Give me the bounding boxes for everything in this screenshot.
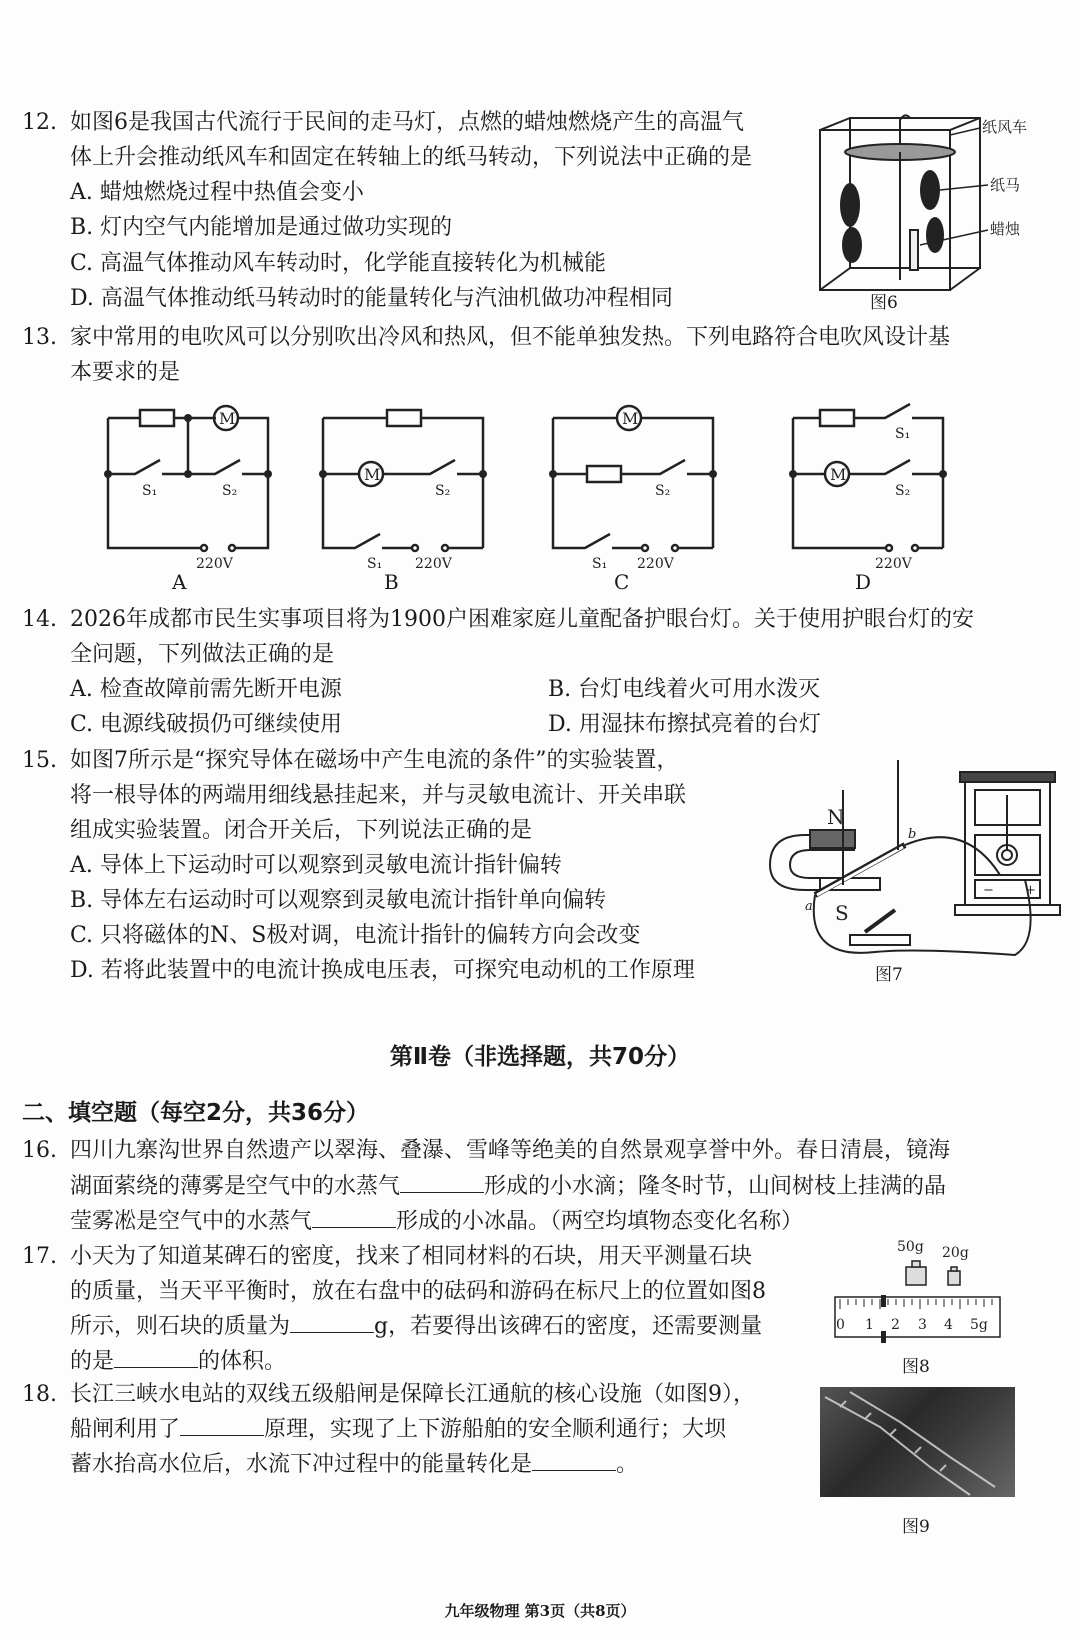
svg-text:S₂: S₂ (655, 483, 671, 499)
svg-text:S₂: S₂ (222, 483, 238, 499)
figure-caption: 图7 (875, 965, 903, 985)
option-c: C. 只将磁体的N、S极对调，电流计指针的偏转方向会改变 (70, 923, 641, 948)
circuit-a (100, 400, 280, 574)
svg-text:M: M (830, 465, 847, 484)
svg-text:S₁: S₁ (895, 426, 911, 442)
question-text: 的质量，当天平平衡时，放在右盘中的砝码和游码在标尺上的位置如图8 (70, 1279, 766, 1304)
figure-caption: 图9 (902, 1517, 930, 1537)
svg-text:S₁: S₁ (367, 556, 383, 570)
question-number: 14. (22, 607, 57, 632)
question-text: 四川九寨沟世界自然遗产以翠海、叠瀑、雪峰等绝美的自然景观享誉中外。春日清晨，镜海 (70, 1138, 951, 1163)
circuit-label-d: D (855, 570, 872, 594)
figure-7-induction-apparatus (765, 760, 1065, 960)
svg-text:5g: 5g (970, 1317, 988, 1333)
option-b: B. 台灯电线着火可用水泼灭 (548, 677, 821, 702)
option-a: A. 蜡烛燃烧过程中热值会变小 (70, 180, 364, 205)
question-number: 13. (22, 325, 57, 350)
svg-text:220V: 220V (196, 556, 233, 570)
svg-text:M: M (219, 409, 236, 428)
circuit-label-b: B (384, 570, 399, 594)
option-a: A. 导体上下运动时可以观察到灵敏电流计指针偏转 (70, 853, 562, 878)
svg-text:220V: 220V (415, 556, 452, 570)
option-c: C. 电源线破损仍可继续使用 (70, 712, 343, 737)
svg-text:50g: 50g (897, 1239, 924, 1255)
svg-text:+: + (1025, 883, 1036, 898)
question-number: 12. (22, 110, 57, 135)
section-title: 二、填空题（每空2分，共36分） (22, 1100, 370, 1126)
answer-blank[interactable] (532, 1450, 616, 1471)
question-text: 长江三峡水电站的双线五级船闸是保障长江通航的核心设施（如图9）， (70, 1382, 755, 1407)
answer-blank[interactable] (290, 1312, 374, 1333)
question-text: 所示，则石块的质量为 g，若要得出该碑石的密度，还需要测量 (70, 1314, 763, 1339)
question-number: 16. (22, 1138, 57, 1163)
svg-text:蜡烛: 蜡烛 (990, 220, 1021, 238)
svg-text:M: M (364, 465, 381, 484)
figure-6-lantern (810, 110, 1040, 310)
question-stem: 将一根导体的两端用细线悬挂起来，并与灵敏电流计、开关串联 (70, 783, 687, 808)
svg-text:2: 2 (891, 1317, 900, 1333)
option-c: C. 高温气体推动风车转动时，化学能直接转化为机械能 (70, 251, 607, 276)
option-b: B. 灯内空气内能增加是通过做功实现的 (70, 215, 453, 240)
svg-text:N: N (827, 805, 845, 829)
answer-blank[interactable] (312, 1207, 396, 1228)
svg-text:4: 4 (944, 1317, 953, 1333)
svg-text:S₁: S₁ (592, 556, 608, 570)
figure-caption: 图6 (870, 293, 898, 313)
question-text: 蓄水抬高水位后，水流下冲过程中的能量转化是 。 (70, 1452, 639, 1477)
option-d: D. 高温气体推动纸马转动时的能量转化与汽油机做功冲程相同 (70, 286, 673, 311)
svg-text:−: − (983, 883, 994, 898)
question-text: 莹雾凇是空气中的水蒸气 形成的小冰晶。（两空均填物态变化名称） (70, 1209, 804, 1234)
option-b: B. 导体左右运动时可以观察到灵敏电流计指针单向偏转 (70, 888, 607, 913)
question-number: 17. (22, 1244, 57, 1269)
svg-text:S: S (835, 901, 849, 925)
option-d: D. 用湿抹布擦拭亮着的台灯 (548, 712, 821, 737)
circuit-b (315, 400, 495, 574)
question-stem: 组成实验装置。闭合开关后，下列说法正确的是 (70, 818, 533, 843)
circuit-label-c: C (614, 570, 630, 594)
question-text: 船闸利用了 原理，实现了上下游船舶的安全顺利通行；大坝 (70, 1417, 727, 1442)
answer-blank[interactable] (114, 1347, 198, 1368)
svg-text:1: 1 (865, 1317, 874, 1333)
option-a: A. 检查故障前需先断开电源 (70, 677, 342, 702)
figure-8-balance-scale (830, 1235, 1005, 1350)
svg-text:a: a (805, 899, 813, 914)
question-number: 15. (22, 748, 57, 773)
question-text: 小天为了知道某碑石的密度，找来了相同材料的石块，用天平测量石块 (70, 1244, 753, 1269)
question-stem: 全问题，下列做法正确的是 (70, 642, 335, 667)
question-stem: 如图7所示是“探究导体在磁场中产生电流的条件”的实验装置， (70, 748, 679, 773)
svg-text:纸风车: 纸风车 (982, 118, 1028, 136)
question-stem: 如图6是我国古代流行于民间的走马灯，点燃的蜡烛燃烧产生的高温气 (70, 110, 744, 135)
question-stem: 家中常用的电吹风可以分别吹出冷风和热风，但不能单独发热。下列电路符合电吹风设计基 (70, 325, 951, 350)
figure-caption: 图8 (902, 1357, 930, 1377)
svg-text:220V: 220V (637, 556, 674, 570)
question-stem: 2026年成都市民生实事项目将为1900户困难家庭儿童配备护眼台灯。关于使用护眼台灯的安 (70, 607, 974, 632)
answer-blank[interactable] (400, 1172, 484, 1193)
question-text: 湖面萦绕的薄雾是空气中的水蒸气 形成的小水滴；隆冬时节，山间树枝上挂满的晶 (70, 1174, 947, 1199)
answer-blank[interactable] (180, 1415, 264, 1436)
svg-text:纸马: 纸马 (990, 176, 1021, 194)
svg-text:S₂: S₂ (895, 483, 911, 499)
circuit-c (545, 400, 725, 574)
svg-text:S₁: S₁ (142, 483, 158, 499)
page-footer: 九年级物理 第3页（共8页） (444, 1602, 636, 1620)
circuit-label-a: A (172, 570, 187, 594)
svg-text:20g: 20g (942, 1245, 969, 1261)
svg-text:S₂: S₂ (435, 483, 451, 499)
part-title: 第Ⅱ卷（非选择题，共70分） (389, 1044, 691, 1070)
figure-9-ship-lock-photo (820, 1387, 1015, 1497)
question-text: 的是 的体积。 (70, 1349, 287, 1374)
option-d: D. 若将此装置中的电流计换成电压表，可探究电动机的工作原理 (70, 958, 695, 983)
question-number: 18. (22, 1382, 57, 1407)
svg-text:0: 0 (836, 1317, 845, 1333)
question-stem: 本要求的是 (70, 360, 181, 385)
question-stem: 体上升会推动纸风车和固定在转轴上的纸马转动，下列说法中正确的是 (70, 145, 753, 170)
svg-text:220V: 220V (875, 556, 912, 570)
svg-text:b: b (908, 827, 917, 842)
circuit-d (785, 400, 965, 574)
svg-text:M: M (622, 409, 639, 428)
svg-text:3: 3 (918, 1317, 927, 1333)
